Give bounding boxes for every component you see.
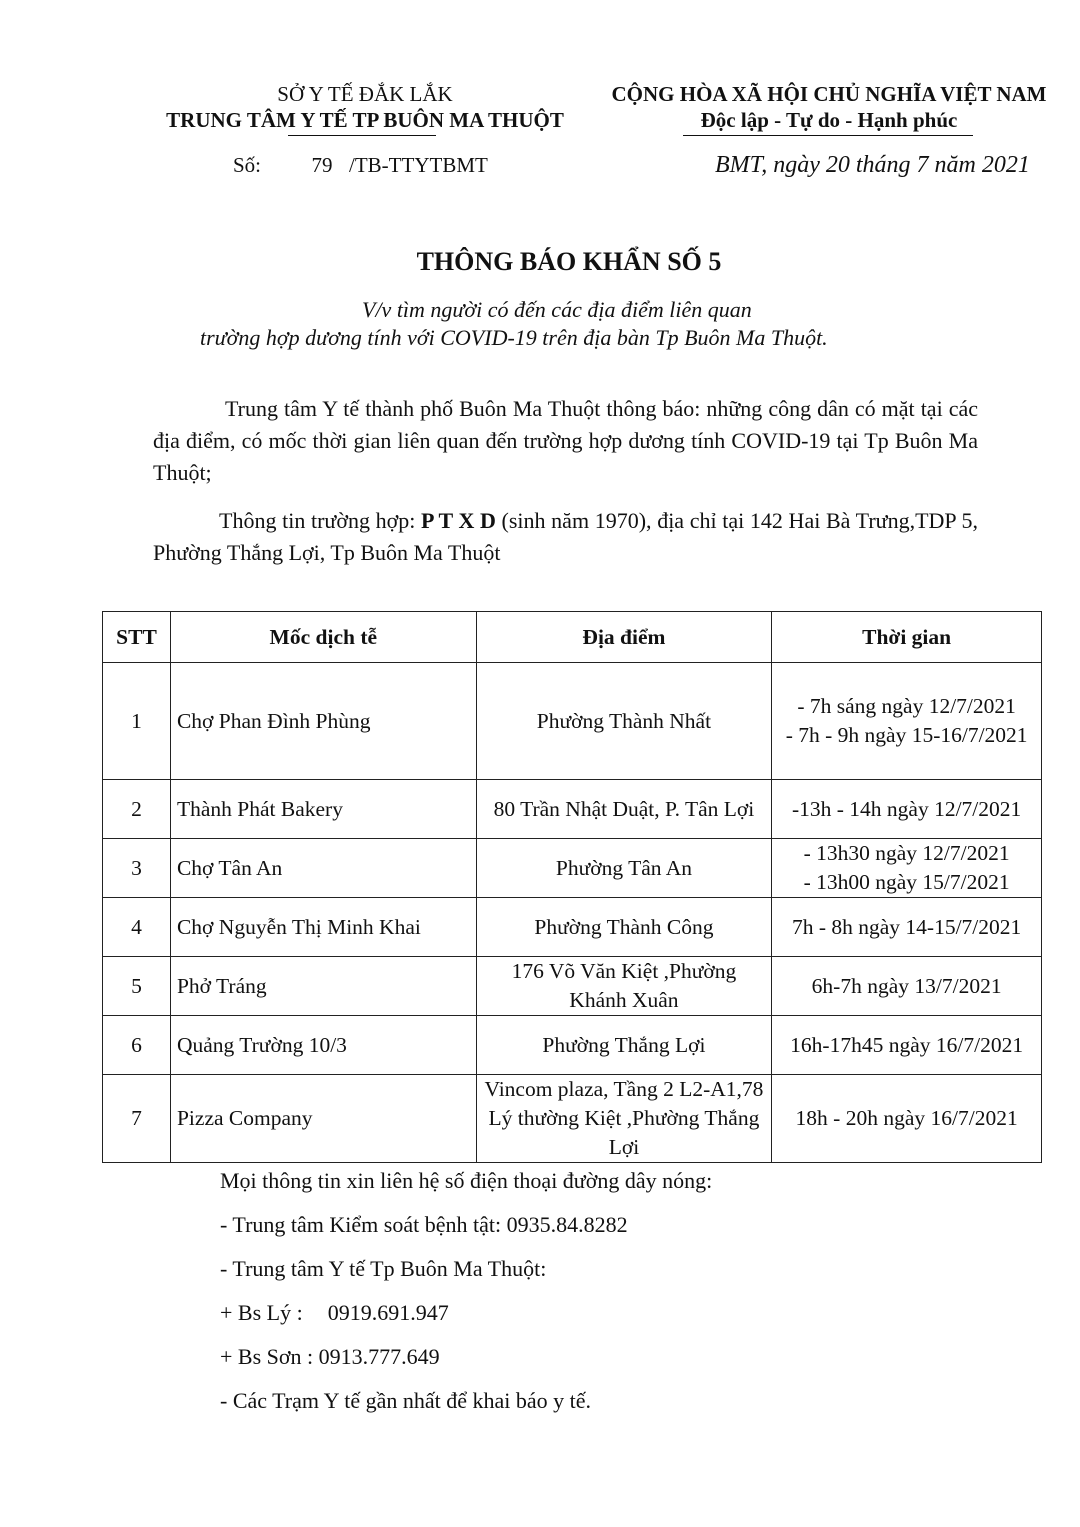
row-stt: 1: [103, 663, 171, 780]
contact-intro: Mọi thông tin xin liên hệ số điện thoại đường dây nóng:: [220, 1168, 713, 1193]
document-number: [233, 152, 488, 178]
row-place: Chợ Phan Đình Phùng: [170, 663, 476, 780]
time-line: 16h-17h45 ngày 16/7/2021: [790, 1032, 1024, 1057]
number-value: 79: [311, 153, 333, 177]
row-place: Chợ Nguyễn Thị Minh Khai: [170, 898, 476, 957]
case-details: (sinh năm 1970), địa chỉ tại 142 Hai Bà Trưng,TDP 5, Phường Thắng Lợi, Tp Buôn Ma Thuột: [153, 508, 978, 565]
header-right-underline: [683, 135, 973, 136]
row-time: [772, 780, 1042, 839]
row-place: Pizza Company: [170, 1075, 476, 1163]
row-address: Phường Thắng Lợi: [476, 1016, 772, 1075]
time-line: - 7h - 9h ngày 15-16/7/2021: [785, 723, 1028, 747]
row-place: Quảng Trường 10/3: [170, 1016, 476, 1075]
document-date: [715, 150, 1030, 180]
row-time: [772, 1075, 1042, 1163]
header-left-underline: [288, 135, 436, 136]
table-row: [103, 839, 1042, 898]
header-location: Địa điểm: [476, 612, 772, 663]
center-name: TRUNG TÂM Y TẾ TP BUÔN MA THUỘT: [166, 108, 564, 132]
row-stt: 6: [103, 1016, 171, 1075]
time-line: -13h - 14h ngày 12/7/2021: [791, 796, 1022, 821]
table-row: [103, 663, 1042, 780]
table-header-row: [103, 612, 1042, 663]
row-stt: 3: [103, 839, 171, 898]
contact-stations: - Các Trạm Y tế gần nhất để khai báo y tế.: [220, 1388, 592, 1413]
number-label: Số:: [233, 153, 262, 177]
row-stt: 4: [103, 898, 171, 957]
row-place: Chợ Tân An: [170, 839, 476, 898]
row-place: Thành Phát Bakery: [170, 780, 476, 839]
row-address: Phường Tân An: [476, 839, 772, 898]
table-row: [103, 1016, 1042, 1075]
time-line: 18h - 20h ngày 16/7/2021: [795, 1106, 1018, 1130]
contact-doctor-1: [220, 1298, 449, 1328]
row-time: [772, 839, 1042, 898]
case-name: P T X D: [421, 508, 496, 533]
contact-cdc: - Trung tâm Kiểm soát bệnh tật: 0935.84.8282: [220, 1212, 628, 1237]
number-suffix: /TB-TTYTBMT: [349, 153, 488, 177]
case-prefix: Thông tin trường hợp:: [219, 508, 422, 533]
table-row: [103, 780, 1042, 839]
time-line: - 13h30 ngày 12/7/2021: [803, 841, 1010, 865]
row-address: Vincom plaza, Tầng 2 L2-A1,78 Lý thường Kiệt ,Phường Thắng Lợi: [476, 1075, 772, 1163]
doctor-2-phone: 0913.777.649: [318, 1344, 440, 1369]
row-stt: 7: [103, 1075, 171, 1163]
intro-paragraph: Trung tâm Y tế thành phố Buôn Ma Thuột thông báo: những công dân có mặt tại các địa điểm, có mốc thời gian liên quan đến trường hợp dương tính COVID-19 tại Tp Buôn Ma Thuột;: [153, 396, 978, 485]
doctor-1-phone: 0919.691.947: [327, 1300, 449, 1325]
header-stt: STT: [103, 612, 171, 663]
row-time: [772, 898, 1042, 957]
contact-doctor-2: [220, 1342, 440, 1372]
country-name: CỘNG HÒA XÃ HỘI CHỦ NGHĨA VIỆT NAM: [611, 82, 1047, 106]
date-prefix: BMT, ngày: [715, 152, 820, 178]
time-line: 6h-7h ngày 13/7/2021: [811, 973, 1002, 998]
date-day: 20: [825, 152, 850, 178]
row-time: [772, 957, 1042, 1016]
time-line: - 13h00 ngày 15/7/2021: [803, 870, 1010, 894]
row-time: [772, 1016, 1042, 1075]
header-epidemiological-point: Mốc dịch tễ: [170, 612, 476, 663]
time-line: - 7h sáng ngày 12/7/2021: [797, 694, 1016, 718]
date-month-year: tháng 7 năm 2021: [855, 152, 1030, 178]
time-line: 7h - 8h ngày 14-15/7/2021: [791, 914, 1022, 939]
table-row: [103, 1075, 1042, 1163]
subject-line-1: V/v tìm người có đến các địa điểm liên quan: [362, 297, 752, 322]
row-stt: 5: [103, 957, 171, 1016]
subject-line-2: trường hợp dương tính với COVID-19 trên địa bàn Tp Buôn Ma Thuột.: [200, 325, 828, 350]
department-name: SỞ Y TẾ ĐẮK LẮK: [277, 82, 453, 106]
table-row: [103, 898, 1042, 957]
row-address: 176 Võ Văn Kiệt ,Phường Khánh Xuân: [476, 957, 772, 1016]
row-address: Phường Thành Công: [476, 898, 772, 957]
row-place: Phở Tráng: [170, 957, 476, 1016]
locations-table: [102, 611, 1042, 1163]
row-time: [772, 663, 1042, 780]
header-time: Thời gian: [772, 612, 1042, 663]
doctor-2-label: + Bs Sơn :: [220, 1344, 314, 1369]
motto: Độc lập - Tự do - Hạnh phúc: [700, 108, 958, 132]
table-row: [103, 957, 1042, 1016]
contact-center: - Trung tâm Y tế Tp Buôn Ma Thuột:: [220, 1256, 547, 1281]
row-address: Phường Thành Nhất: [476, 663, 772, 780]
row-address: 80 Trần Nhật Duật, P. Tân Lợi: [476, 780, 772, 839]
case-paragraph: [153, 505, 978, 569]
row-stt: 2: [103, 780, 171, 839]
doctor-1-label: + Bs Lý :: [220, 1300, 303, 1325]
document-title: THÔNG BÁO KHẨN SỐ 5: [416, 247, 722, 276]
